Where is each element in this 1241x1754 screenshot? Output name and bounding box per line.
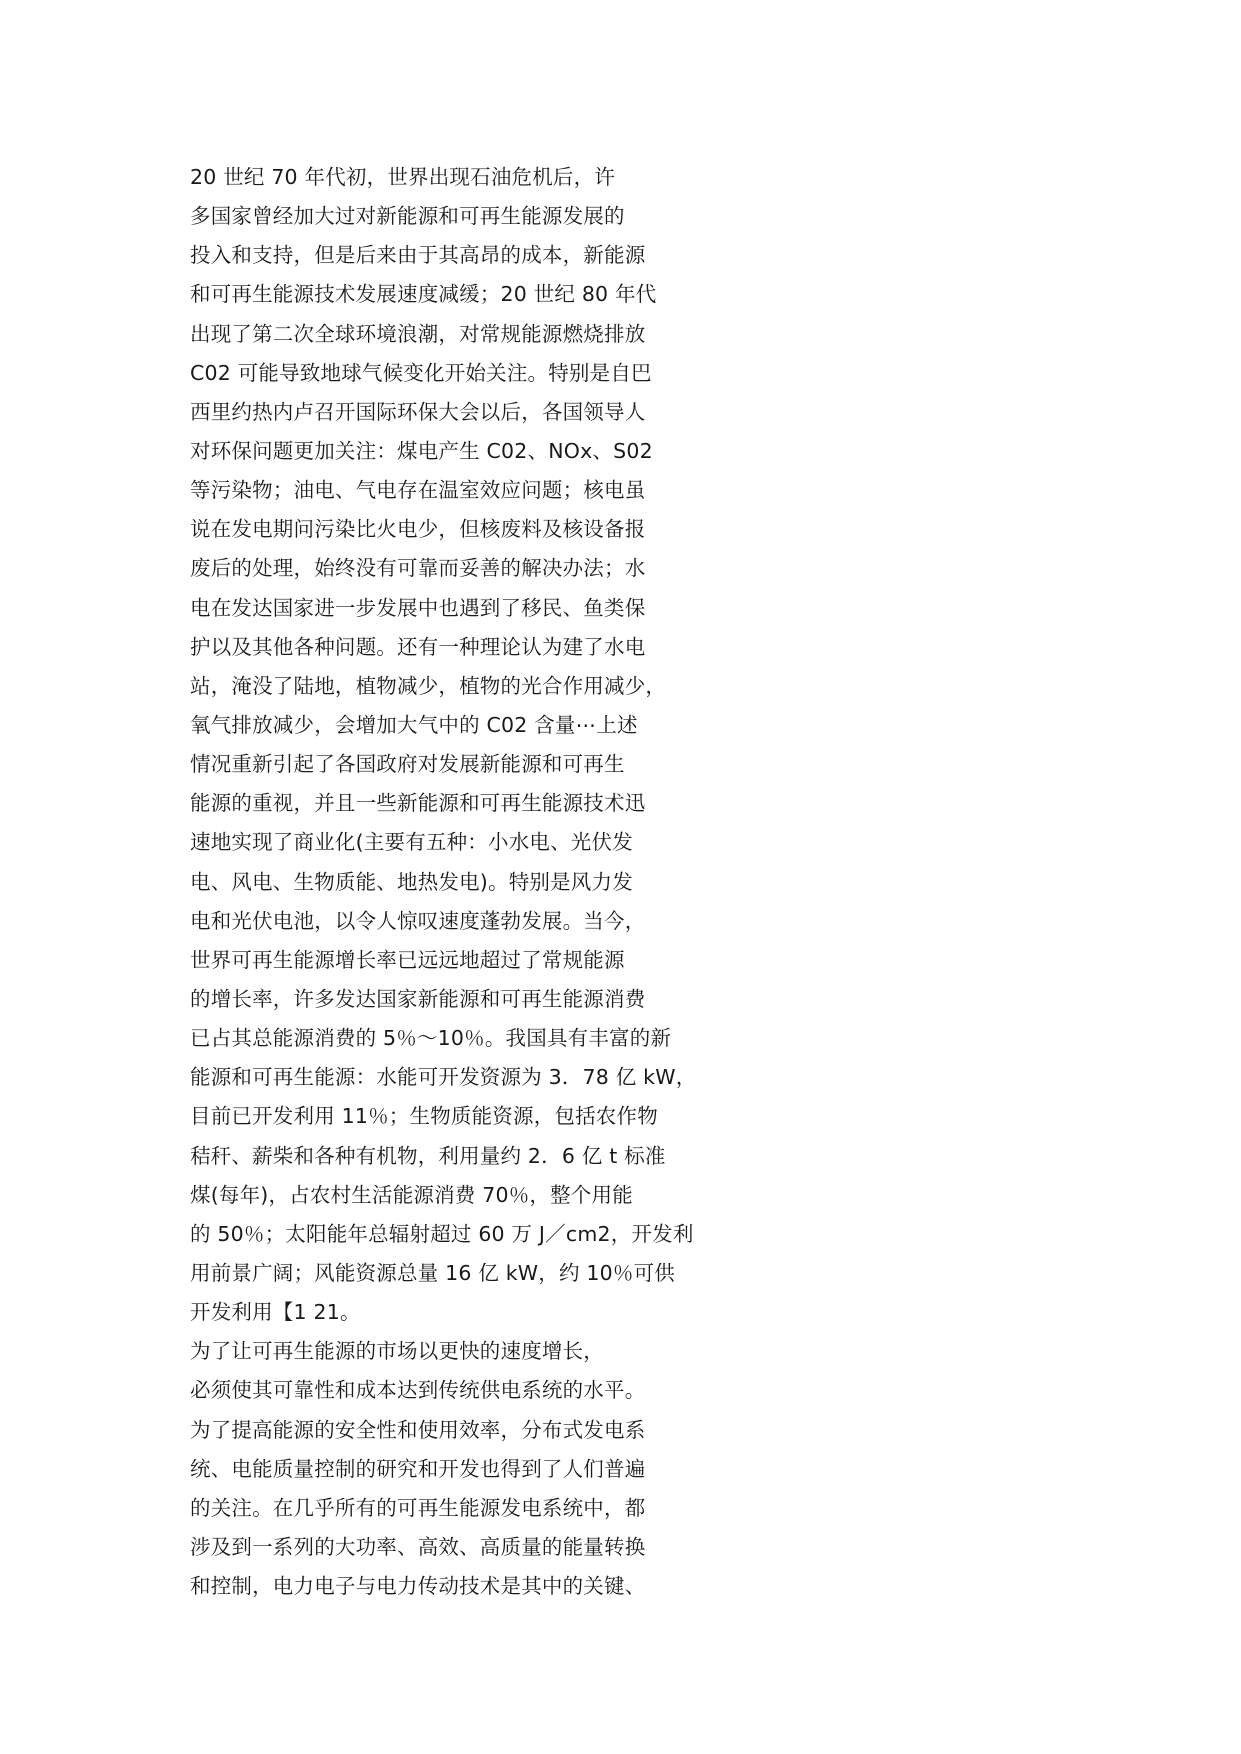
text-line: 电和光伏电池，以令人惊叹速度蓬勃发展。当今， — [190, 908, 646, 933]
text-line: 和控制，电力电子与电力传动技术是其中的关键、 — [190, 1574, 646, 1599]
text-line: 投入和支持，但是后来由于其高昂的成本，新能源 — [190, 243, 646, 268]
text-line: 电、风电、生物质能、地热发电)。特别是风力发 — [190, 869, 633, 894]
text-line: 等污染物；油电、气电存在温室效应问题；核电虽 — [190, 478, 646, 503]
text-line: 站，淹没了陆地，植物减少，植物的光合作用减少， — [190, 673, 667, 698]
text-line: 氧气排放减少，会增加大气中的 C02 含量⋯上述 — [190, 712, 638, 737]
text-line: 的 50％；太阳能年总辐射超过 60 万 J／cm2，开发利 — [190, 1221, 694, 1246]
text-line: 对环保问题更加关注：煤电产生 C02、NOx、S02 — [190, 438, 653, 463]
text-line: 煤(每年)，占农村生活能源消费 70％，整个用能 — [190, 1182, 633, 1207]
text-line: 能源的重视，并且一些新能源和可再生能源技术迅 — [190, 791, 646, 816]
text-line: 开发利用【1 21。 — [190, 1300, 361, 1325]
text-line: 西里约热内卢召开国际环保大会以后，各国领导人 — [190, 399, 646, 424]
text-line: 的关注。在几乎所有的可再生能源发电系统中，都 — [190, 1495, 646, 1520]
text-line: 情况重新引起了各国政府对发展新能源和可再生 — [190, 752, 625, 777]
text-line: C02 可能导致地球气候变化开始关注。特别是自巴 — [190, 360, 652, 385]
text-line: 说在发电期问污染比火电少，但核废料及核设备报 — [190, 517, 646, 542]
text-line: 秸秆、薪柴和各种有机物，利用量约 2．6 亿 t 标准 — [190, 1143, 666, 1168]
text-line: 护以及其他各种问题。还有一种理论认为建了水电 — [190, 634, 646, 659]
body-text — [190, 158, 730, 1606]
text-line: 多国家曾经加大过对新能源和可再生能源发展的 — [190, 204, 625, 229]
text-line: 出现了第二次全球环境浪潮，对常规能源燃烧排放 — [190, 321, 646, 346]
text-line: 电在发达国家进一步发展中也遇到了移民、鱼类保 — [190, 595, 646, 620]
text-line: 必须使其可靠性和成本达到传统供电系统的水平。 — [190, 1378, 646, 1403]
text-line: 已占其总能源消费的 5％～10％。我国具有丰富的新 — [190, 1026, 672, 1051]
text-line: 废后的处理，始终没有可靠而妥善的解决办法；水 — [190, 556, 646, 581]
text-line: 统、电能质量控制的研究和开发也得到了人们普遍 — [190, 1456, 646, 1481]
text-line: 20 世纪 70 年代初，世界出现石油危机后，许 — [190, 165, 616, 189]
text-line: 目前已开发利用 11％；生物质能资源，包括农作物 — [190, 1104, 658, 1129]
text-line: 能源和可再生能源：水能可开发资源为 3．78 亿 kW， — [190, 1065, 697, 1090]
text-line: 的增长率，许多发达国家新能源和可再生能源消费 — [190, 986, 646, 1011]
text-line: 和可再生能源技术发展速度减缓；20 世纪 80 年代 — [190, 282, 657, 307]
text-line: 速地实现了商业化(主要有五种：小水电、光伏发 — [190, 830, 633, 855]
text-line: 为了让可再生能源的市场以更快的速度增长， — [190, 1339, 604, 1364]
text-line: 世界可再生能源增长率已远远地超过了常规能源 — [190, 947, 625, 972]
text-line: 为了提高能源的安全性和使用效率，分布式发电系 — [190, 1417, 646, 1442]
text-line: 涉及到一系列的大功率、高效、高质量的能量转换 — [190, 1534, 646, 1559]
text-line: 用前景广阔；风能资源总量 16 亿 kW，约 10％可供 — [190, 1260, 675, 1285]
